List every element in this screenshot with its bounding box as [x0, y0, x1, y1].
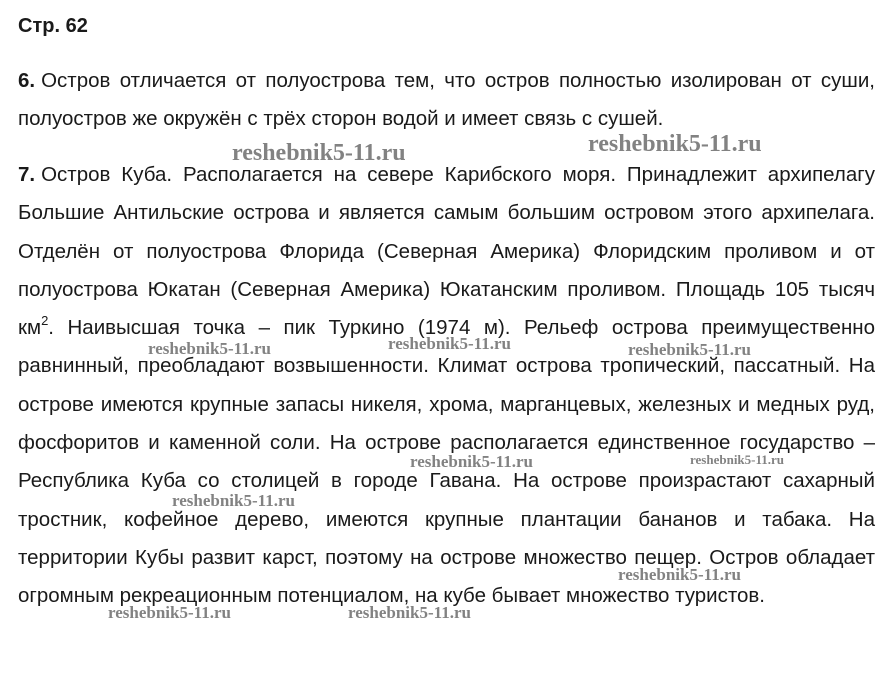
watermark: reshebnik5-11.ru — [232, 140, 406, 166]
watermark: reshebnik5-11.ru — [388, 334, 511, 353]
watermark: reshebnik5-11.ru — [618, 565, 741, 584]
answer-6 — [18, 62, 875, 139]
page-title: Стр. 62 — [18, 15, 88, 37]
answer-text-continued: . Наивысшая точка – пик Туркино (1974 м). Рельеф острова преимущественно равнинный, преобладают возвышенности. Климат острова тропический, пассатный. На острове имеются крупные запасы никеля, хрома, марганцевых, железных и медных руд, фосфоритов и каменной соли. На острове располагается единственное государство – Республика Куба со столицей в городе Гавана. На острове произрастают сахарный тростник, кофейное дерево, имеются крупные плантации бананов и табака. На территории Кубы развит карст, поэтому на острове множество пещер. Остров обладает огромным рекреационным потенциалом, на кубе бывает множество туристов. — [18, 316, 875, 608]
watermark: reshebnik5-11.ru — [628, 340, 751, 359]
watermark: reshebnik5-11.ru — [348, 603, 471, 622]
watermark: reshebnik5-11.ru — [410, 452, 533, 471]
watermark: reshebnik5-11.ru — [588, 131, 762, 157]
answer-text: Остров Куба. Располагается на севере Карибского моря. Принадлежит архипелагу Большие Антильские острова и является самым большим островом этого архипелага. Отделён от полуострова Флорида (Северная Америка) Флоридским проливом и от полуострова Юкатан (Северная Америка) Юкатанским проливом. Площадь 105 тысяч км — [18, 163, 875, 340]
answer-number: 7. — [18, 163, 36, 186]
watermark: reshebnik5-11.ru — [148, 339, 271, 358]
watermark: reshebnik5-11.ru — [690, 452, 785, 467]
watermark: reshebnik5-11.ru — [108, 603, 231, 622]
watermark: reshebnik5-11.ru — [172, 491, 295, 510]
answer-7 — [18, 156, 875, 616]
answer-text: Остров отличается от полуострова тем, что остров полностью изолирован от суши, полуостров же окружён с трёх сторон водой и имеет связь с сушей. — [18, 69, 875, 131]
answer-number: 6. — [18, 69, 36, 92]
superscript: 2 — [41, 313, 49, 329]
